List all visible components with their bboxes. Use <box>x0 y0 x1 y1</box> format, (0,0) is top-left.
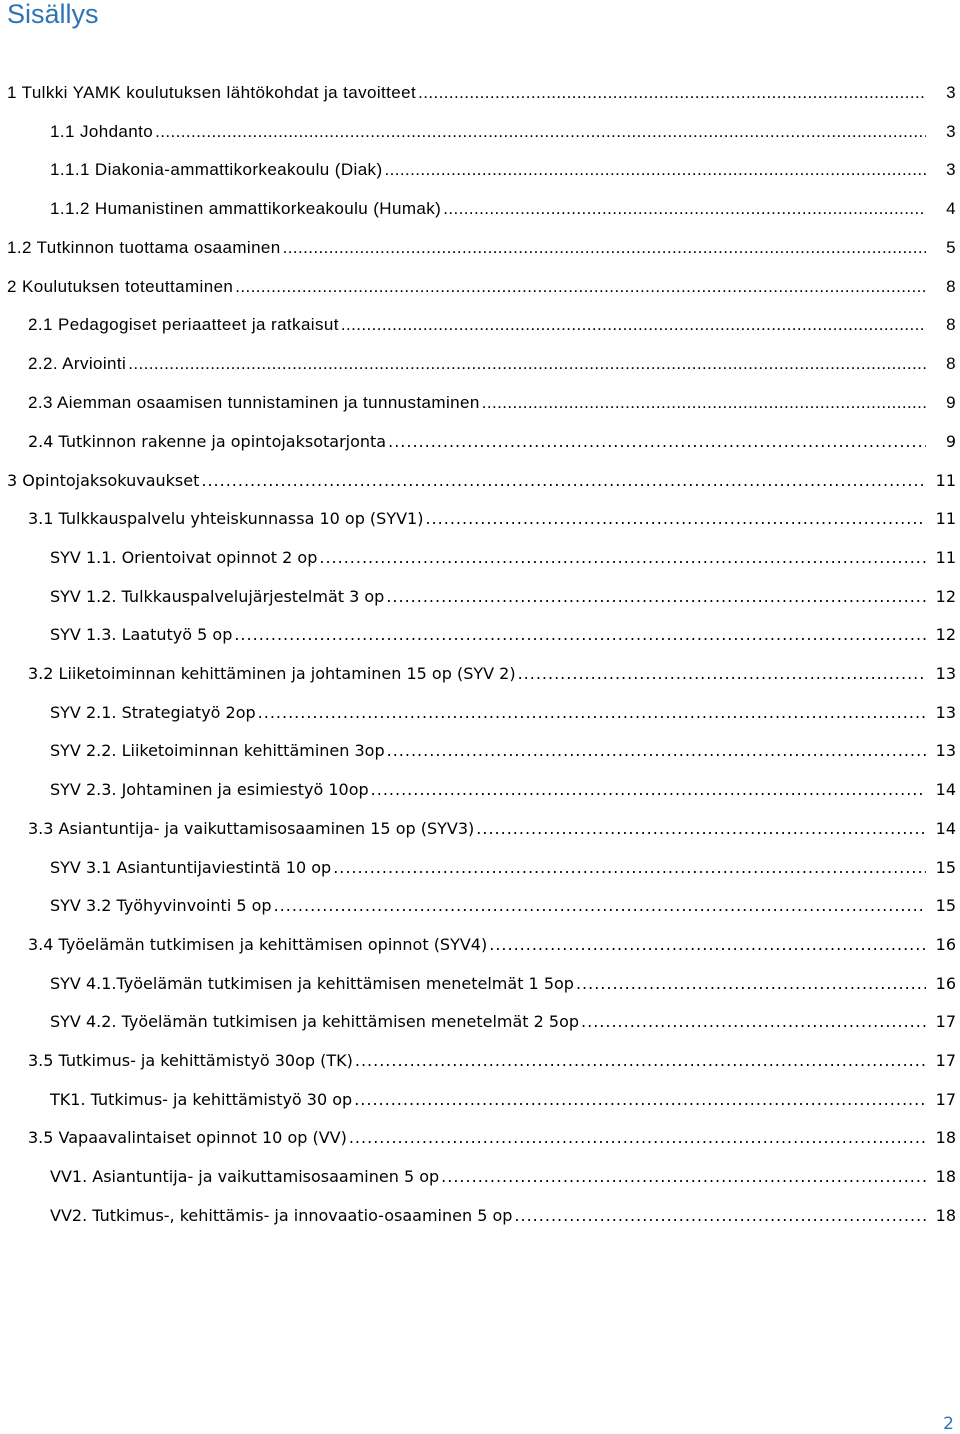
toc-entry[interactable] <box>0 1196 960 1234</box>
toc-entry-label: TK1. Tutkimus- ja kehittämistyö 30 op <box>50 1089 353 1109</box>
dot-leader <box>489 935 926 954</box>
toc-entry-page: 13 <box>935 702 956 722</box>
toc-entry-label: SYV 1.3. Laatutyö 5 op <box>50 625 233 645</box>
toc-entry-page: 5 <box>946 237 956 257</box>
dot-leader <box>476 819 926 838</box>
dot-leader <box>371 780 926 799</box>
toc-entry-label: SYV 2.1. Strategiatyö 2op <box>50 702 256 722</box>
toc-entry-label: 2.3 Aiemman osaamisen tunnistaminen ja tunnustaminen <box>28 392 480 412</box>
toc-entry-label: SYV 4.2. Työelämän tutkimisen ja kehittämisen menetelmät 2 5op <box>50 1012 580 1032</box>
toc-entry[interactable] <box>0 500 960 538</box>
toc-entry-label: 3.3 Asiantuntija- ja vaikuttamisosaaminen 15 op (SYV3) <box>28 818 475 838</box>
toc-entry-label: SYV 3.2 Työhyvinvointi 5 op <box>50 896 272 916</box>
toc-entry[interactable] <box>0 693 960 731</box>
dot-leader <box>418 83 926 103</box>
toc-entry-page: 4 <box>946 199 956 219</box>
toc-entry-page: 11 <box>935 509 956 529</box>
toc-entry-label: 2.2. Arviointi <box>28 353 127 373</box>
toc-entry[interactable] <box>0 1003 960 1041</box>
toc-entry-label: 1 Tulkki YAMK koulutuksen lähtökohdat ja tavoitteet <box>7 83 417 102</box>
toc-entry-label: SYV 2.2. Liiketoiminnan kehittäminen 3op <box>50 741 385 761</box>
toc-entry-label: 3.4 Työelämän tutkimisen ja kehittämisen opinnot (SYV4) <box>28 934 488 954</box>
toc-entry[interactable] <box>0 809 960 847</box>
toc-entry-label: 1.1.1 Diakonia-ammattikorkeakoulu (Diak) <box>50 160 383 180</box>
toc-entry-page: 3 <box>946 83 956 102</box>
toc-entry-page: 12 <box>935 586 956 606</box>
dot-leader <box>155 122 926 142</box>
toc-entry[interactable] <box>0 151 960 189</box>
toc-entry-page: 13 <box>935 741 956 761</box>
dot-leader <box>514 1206 926 1225</box>
toc-entry-label: VV2. Tutkimus-, kehittämis- ja innovaatio-osaaminen 5 op <box>50 1205 513 1225</box>
toc-entry[interactable] <box>0 384 960 422</box>
toc-entry-label: SYV 1.2. Tulkkauspalvelujärjestelmät 3 op <box>50 586 385 606</box>
toc-entry-label: 3 Opintojaksokuvaukset <box>7 470 200 490</box>
toc-entry-page: 18 <box>935 1167 956 1187</box>
dot-leader <box>482 393 926 413</box>
toc-entry-label: 1.2 Tutkinnon tuottama osaaminen <box>7 237 281 257</box>
toc-entry-label: 2.1 Pedagogiset periaatteet ja ratkaisut <box>28 315 339 335</box>
toc-entry[interactable] <box>0 538 960 576</box>
toc-entry[interactable] <box>0 964 960 1002</box>
toc-entry[interactable] <box>0 732 960 770</box>
toc-entry[interactable] <box>0 1119 960 1157</box>
toc-entry-label: 2.4 Tutkinnon rakenne ja opintojaksotarjonta <box>28 431 387 451</box>
dot-leader <box>201 471 926 490</box>
dot-leader <box>234 625 926 644</box>
toc-entry[interactable] <box>0 848 960 886</box>
toc-entry-page: 13 <box>935 664 956 683</box>
toc-entry[interactable] <box>0 345 960 383</box>
toc-entry[interactable] <box>0 422 960 460</box>
toc-entry-page: 17 <box>935 1089 956 1109</box>
toc-entry[interactable] <box>0 1042 960 1080</box>
toc-entry[interactable] <box>0 771 960 809</box>
toc-entry-page: 18 <box>935 1205 956 1225</box>
dot-leader <box>386 587 926 606</box>
toc-entry[interactable] <box>0 268 960 306</box>
dot-leader <box>443 199 926 219</box>
toc-entry[interactable] <box>0 306 960 344</box>
toc-entry-page: 8 <box>946 276 956 296</box>
dot-leader <box>354 1090 926 1109</box>
toc-entry-label: SYV 4.1.Työelämän tutkimisen ja kehittämisen menetelmät 1 5op <box>50 973 574 993</box>
toc-entry-page: 11 <box>935 470 956 490</box>
toc-entry-page: 14 <box>935 818 956 838</box>
toc-entry-label: 2 Koulutuksen toteuttaminen <box>7 276 234 296</box>
toc-entry-page: 12 <box>935 625 956 645</box>
dot-leader <box>581 1012 926 1031</box>
toc-entry[interactable] <box>0 577 960 615</box>
dot-leader <box>235 277 926 297</box>
dot-leader <box>441 1167 926 1186</box>
dot-leader <box>576 974 926 993</box>
toc-entry-page: 16 <box>935 934 956 954</box>
dot-leader <box>385 160 926 180</box>
toc-entry[interactable] <box>0 655 960 693</box>
toc-title: Sisällys <box>7 0 99 29</box>
toc-entry-label: SYV 2.3. Johtaminen ja esimiestyö 10op <box>50 780 369 800</box>
dot-leader <box>387 741 926 760</box>
toc-entry[interactable] <box>0 925 960 963</box>
dot-leader <box>518 664 926 683</box>
dot-leader <box>333 858 926 877</box>
toc-entry[interactable] <box>0 616 960 654</box>
toc-entry[interactable] <box>0 1080 960 1118</box>
toc-entry-label: SYV 1.1. Orientoivat opinnot 2 op <box>50 547 318 567</box>
dot-leader <box>349 1128 926 1147</box>
toc-entry-page: 17 <box>935 1012 956 1032</box>
toc-entry[interactable] <box>0 461 960 499</box>
dot-leader <box>388 432 926 451</box>
dot-leader <box>274 896 926 915</box>
toc-entry[interactable] <box>0 113 960 151</box>
toc-entry-label: 3.2 Liiketoiminnan kehittäminen ja johtaminen 15 op (SYV 2) <box>28 664 516 683</box>
toc-entry-page: 14 <box>935 780 956 800</box>
dot-leader <box>341 315 926 335</box>
toc-entry[interactable] <box>0 74 960 112</box>
dot-leader <box>283 238 926 258</box>
toc-entry-page: 15 <box>935 896 956 916</box>
toc-entry[interactable] <box>0 190 960 228</box>
toc-entry[interactable] <box>0 887 960 925</box>
toc-entry-page: 3 <box>946 160 956 180</box>
toc-entry-page: 3 <box>946 121 956 141</box>
toc-entry-page: 9 <box>945 431 956 451</box>
dot-leader <box>128 354 926 374</box>
toc-entry[interactable] <box>0 229 960 267</box>
dot-leader <box>319 548 926 567</box>
toc-entry-page: 15 <box>935 857 956 877</box>
toc-entry-label: 3.5 Tutkimus- ja kehittämistyö 30op (TK) <box>28 1051 353 1070</box>
toc-entry-page: 8 <box>946 353 956 373</box>
toc-entry-label: 1.1 Johdanto <box>50 121 154 141</box>
page-number: 2 <box>943 1414 954 1434</box>
toc-entry-page: 17 <box>935 1051 956 1070</box>
toc-entry-page: 16 <box>935 973 956 993</box>
toc-entry-label: 1.1.2 Humanistinen ammattikorkeakoulu (Humak) <box>50 199 442 219</box>
toc-entry-page: 8 <box>946 315 956 335</box>
toc-entry-page: 18 <box>935 1128 956 1148</box>
toc-entry-page: 11 <box>935 547 956 567</box>
toc-entry-label: 3.1 Tulkkauspalvelu yhteiskunnassa 10 op (SYV1) <box>28 509 424 529</box>
toc-entry-label: SYV 3.1 Asiantuntijaviestintä 10 op <box>50 857 332 877</box>
dot-leader <box>355 1051 926 1070</box>
toc-entry-label: 3.5 Vapaavalintaiset opinnot 10 op (VV) <box>28 1128 347 1148</box>
toc-entry[interactable] <box>0 1158 960 1196</box>
dot-leader <box>425 509 926 528</box>
toc-entry-label: VV1. Asiantuntija- ja vaikuttamisosaaminen 5 op <box>50 1167 440 1187</box>
toc-entry-page: 9 <box>946 392 956 412</box>
dot-leader <box>258 703 926 722</box>
